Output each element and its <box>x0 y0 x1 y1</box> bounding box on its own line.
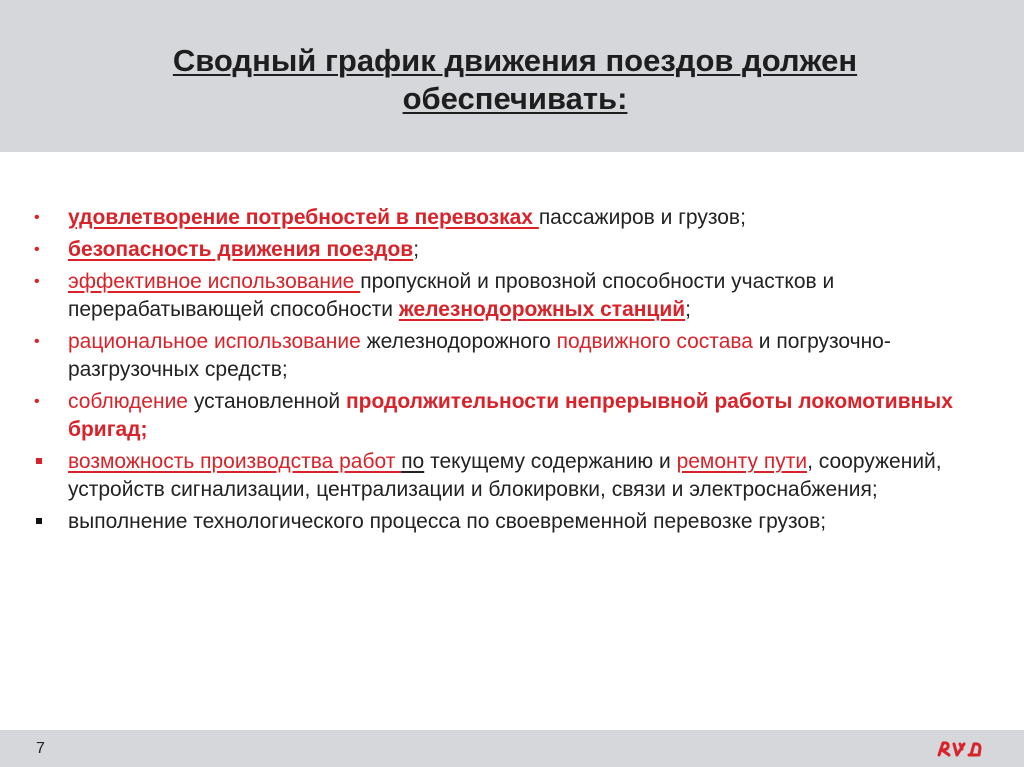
item-text-part: выполнение технологического процесса по своевременной перевозке грузов; <box>68 510 827 533</box>
bullet-icon: • <box>34 333 40 350</box>
item-text-part: и погрузочно-разгрузочных средств; <box>68 330 891 381</box>
item-text-part: по <box>401 450 425 473</box>
item-text-part: железнодорожного <box>360 330 557 353</box>
list-item <box>30 236 990 264</box>
item-text-part: эффективное использование <box>68 270 361 293</box>
bullet-icon: • <box>34 393 40 410</box>
item-text <box>68 390 953 441</box>
list-item <box>30 204 990 232</box>
list-item <box>30 508 990 536</box>
item-text-part: продолжительности непрерывной работы локомотивных бригад; <box>68 390 953 441</box>
bullet-icon: • <box>34 241 40 258</box>
list-item <box>30 328 990 384</box>
list-item <box>30 448 990 504</box>
item-text-part: , сооружений, устройств сигнализации, централизации и блокировки, связи и электроснабжения; <box>68 450 942 501</box>
item-text-part: пассажиров и грузов; <box>538 206 746 229</box>
square-bullet-icon <box>36 458 42 464</box>
item-text-part: ремонту пути <box>676 450 808 473</box>
page-number: 7 <box>36 740 45 757</box>
item-text-part: железнодорожных станций <box>398 298 686 321</box>
bullet-icon: • <box>34 209 40 226</box>
item-text-part: рациональное использование <box>68 330 361 353</box>
item-text-part: подвижного состава <box>556 330 753 353</box>
item-text <box>68 270 834 321</box>
item-text-part: текущему содержанию и <box>424 450 677 473</box>
item-text-part: пропускной и провозной способности участков и перерабатывающей способности <box>68 270 835 321</box>
slide-title: Сводный график движения поездов должен обеспечивать: <box>172 43 858 116</box>
requirements-list <box>30 204 990 540</box>
item-text <box>68 238 419 261</box>
square-bullet-icon <box>36 518 42 524</box>
item-text <box>68 206 746 229</box>
item-text-part: ; <box>685 298 692 321</box>
item-text-part: удовлетворение потребностей в перевозках <box>68 206 539 229</box>
list-item <box>30 268 990 324</box>
list-item <box>30 388 990 444</box>
bullet-icon: • <box>34 273 40 290</box>
item-text-part: установленной <box>187 390 346 413</box>
item-text <box>68 450 942 501</box>
item-text-part: возможность производства работ <box>68 450 402 473</box>
item-text <box>68 510 826 533</box>
rzd-logo-icon <box>936 738 986 758</box>
item-text-part: соблюдение <box>68 390 188 413</box>
item-text-part: безопасность движения поездов <box>68 238 414 261</box>
item-text <box>68 330 891 381</box>
footer-band <box>0 730 1024 767</box>
item-text-part: ; <box>413 238 420 261</box>
